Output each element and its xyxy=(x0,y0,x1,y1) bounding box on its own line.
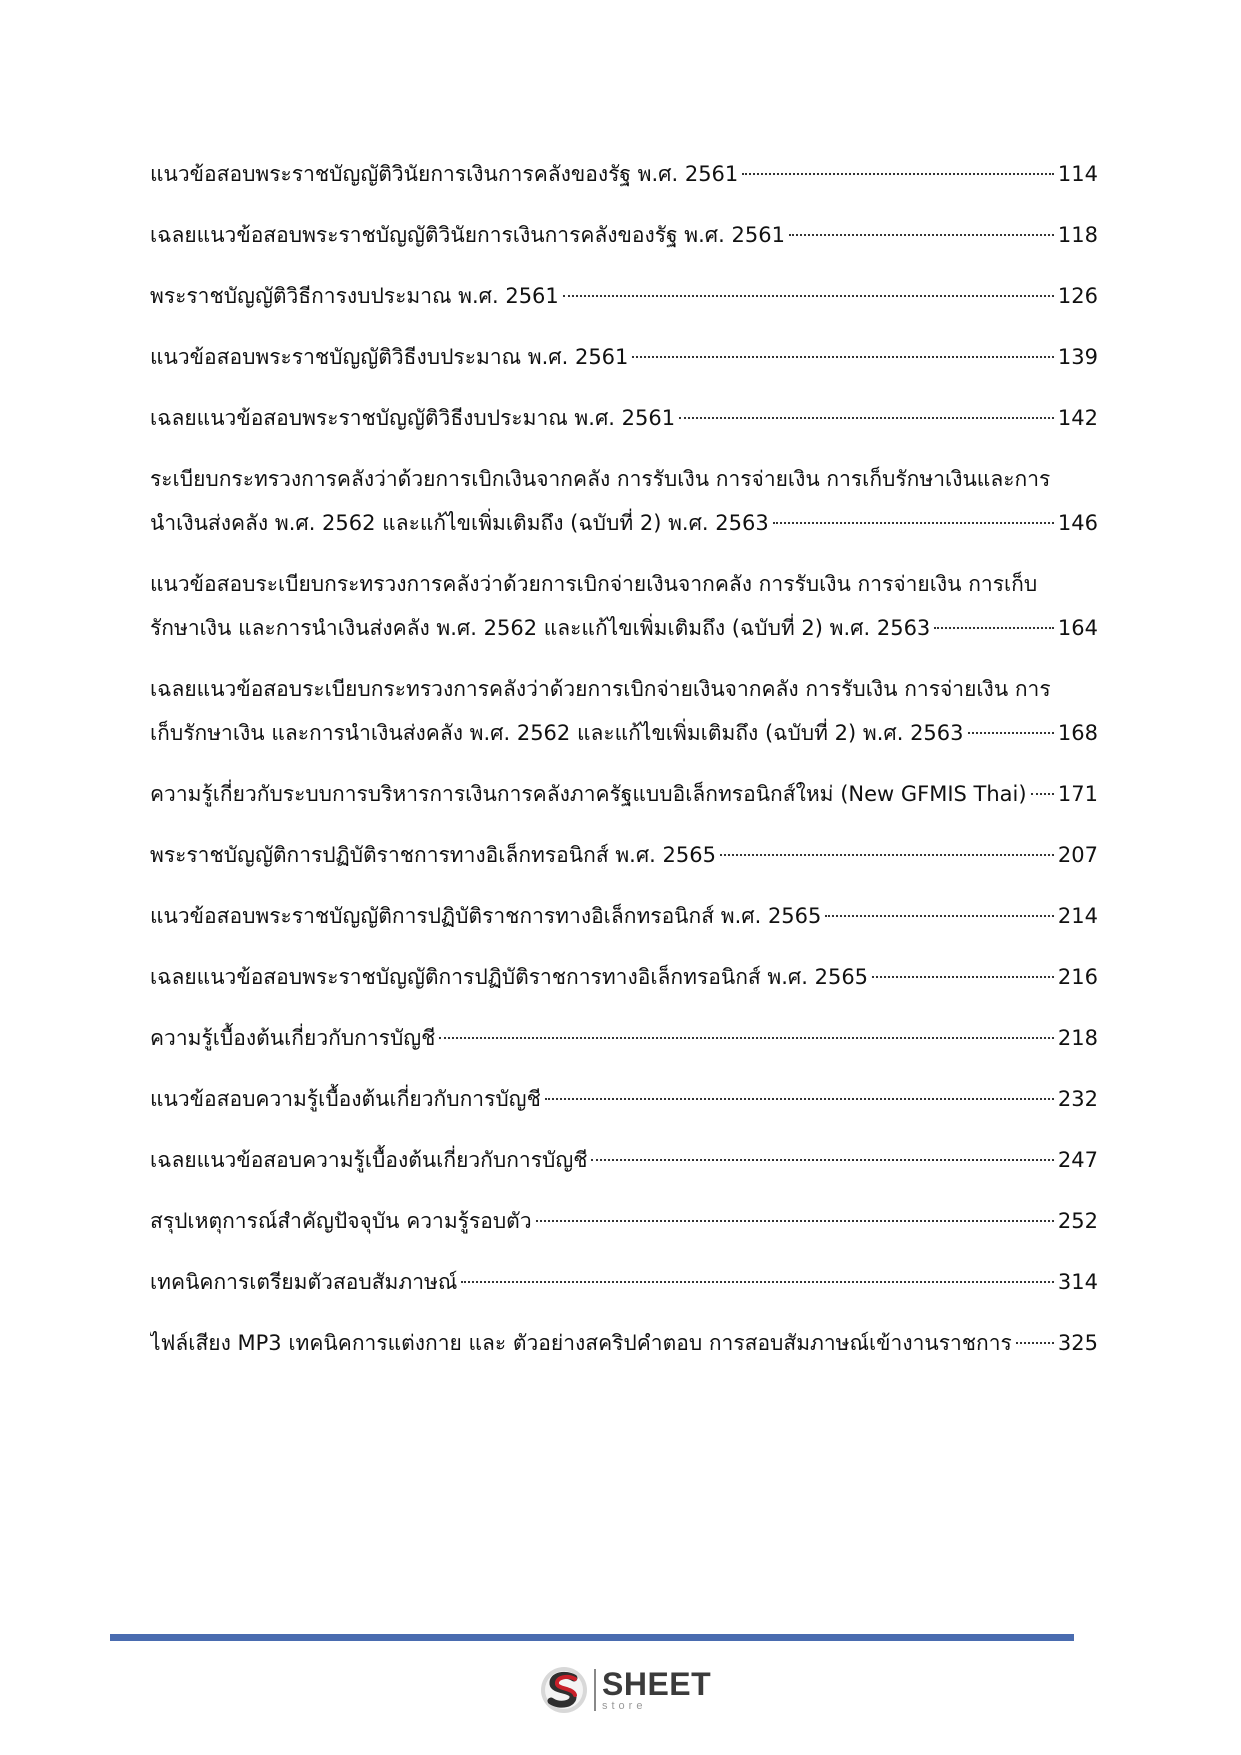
toc-entry-page-number: 207 xyxy=(1057,843,1098,867)
toc-entry-row xyxy=(150,894,1098,938)
toc-entry-leader-dots xyxy=(545,1098,1054,1100)
toc-entry-row xyxy=(150,274,1098,318)
toc-entry-page-number: 325 xyxy=(1057,1331,1098,1355)
toc-entry-leader-dots xyxy=(1016,1342,1054,1344)
toc-entry-row xyxy=(150,1138,1098,1182)
toc-entry-page-number: 232 xyxy=(1057,1087,1098,1111)
toc-entry-page-number: 314 xyxy=(1057,1270,1098,1294)
toc-entry-row xyxy=(150,335,1098,379)
toc-entry xyxy=(150,1077,1098,1121)
toc-entry-page-number: 139 xyxy=(1057,345,1098,369)
toc-entry-page-number: 142 xyxy=(1057,406,1098,430)
toc-entry xyxy=(150,457,1098,545)
toc-entry-title: เฉลยแนวข้อสอบพระราชบัญญัติวินัยการเงินการคลังของรัฐ พ.ศ. 2561 xyxy=(150,223,785,247)
toc-entry-title-line: แนวข้อสอบระเบียบกระทรวงการคลังว่าด้วยการเบิกจ่ายเงินจากคลัง การรับเงิน การจ่ายเงิน การเก็บ xyxy=(150,572,1038,596)
toc-entry-row xyxy=(150,711,1098,755)
toc-entry xyxy=(150,1016,1098,1060)
toc-entry-row xyxy=(150,152,1098,196)
toc-entry-leader-dots xyxy=(591,1159,1053,1161)
toc-entry-row xyxy=(150,606,1098,650)
toc-entry-title: ไฟล์เสียง MP3 เทคนิคการแต่งกาย และ ตัวอย่างสคริปคำตอบ การสอบสัมภาษณ์เข้างานราชการ xyxy=(150,1331,1012,1355)
toc-entry-page-number: 252 xyxy=(1057,1209,1098,1233)
toc-entry-row xyxy=(150,1016,1098,1060)
toc-entry-title: ความรู้เบื้องต้นเกี่ยวกับการบัญชี xyxy=(150,1026,436,1050)
toc-entry-title: ความรู้เกี่ยวกับระบบการบริหารการเงินการคลังภาครัฐแบบอิเล็กทรอนิกส์ใหม่ (New GFMIS Thai) xyxy=(150,782,1027,806)
toc-entry-leader-dots xyxy=(720,854,1054,856)
toc-entry-page-number: 247 xyxy=(1057,1148,1098,1172)
toc-entry-leader-dots xyxy=(632,356,1054,358)
toc-entry-page-number: 216 xyxy=(1057,965,1098,989)
toc-entry-page-number: 126 xyxy=(1057,284,1098,308)
sheet-store-logo xyxy=(538,1662,711,1718)
toc-entry-row xyxy=(150,1077,1098,1121)
toc-entry xyxy=(150,274,1098,318)
toc-entry-leader-dots xyxy=(773,522,1054,524)
toc-entry xyxy=(150,396,1098,440)
toc-entry-leader-dots xyxy=(825,915,1054,917)
toc-entry-leader-dots xyxy=(536,1220,1054,1222)
toc-entry xyxy=(150,894,1098,938)
toc-entry-row xyxy=(150,833,1098,877)
toc-entry-page-number: 114 xyxy=(1057,162,1098,186)
toc-entry-title-line: เฉลยแนวข้อสอบระเบียบกระทรวงการคลังว่าด้วยการเบิกจ่ายเงินจากคลัง การรับเงิน การจ่ายเงิน การ xyxy=(150,677,1051,701)
toc-entry-title: เทคนิคการเตรียมตัวสอบสัมภาษณ์ xyxy=(150,1270,458,1294)
toc-entry-row xyxy=(150,1199,1098,1243)
toc-entry xyxy=(150,833,1098,877)
toc-entry-leader-dots xyxy=(968,732,1054,734)
toc-entry-title: รักษาเงิน และการนำเงินส่งคลัง พ.ศ. 2562 และแก้ไขเพิ่มเติมถึง (ฉบับที่ 2) พ.ศ. 2563 xyxy=(150,616,931,640)
toc-entry xyxy=(150,562,1098,650)
toc-entry xyxy=(150,1321,1098,1365)
logo-divider xyxy=(594,1669,596,1711)
toc-entry-title: เฉลยแนวข้อสอบความรู้เบื้องต้นเกี่ยวกับการบัญชี xyxy=(150,1148,588,1172)
toc-entry-leader-dots xyxy=(461,1281,1054,1283)
toc-entry-row xyxy=(150,772,1098,816)
toc-entry-page-number: 171 xyxy=(1057,782,1098,806)
toc-entry-page-number: 214 xyxy=(1057,904,1098,928)
toc-entry-page-number: 168 xyxy=(1057,721,1098,745)
toc-entry-title: เก็บรักษาเงิน และการนำเงินส่งคลัง พ.ศ. 2562 และแก้ไขเพิ่มเติมถึง (ฉบับที่ 2) พ.ศ. 2563 xyxy=(150,721,964,745)
toc-entry-leader-dots xyxy=(789,234,1054,236)
toc-entry xyxy=(150,213,1098,257)
toc-entry-title: เฉลยแนวข้อสอบพระราชบัญญัติการปฏิบัติราชการทางอิเล็กทรอนิกส์ พ.ศ. 2565 xyxy=(150,965,869,989)
toc-entry-row xyxy=(150,1260,1098,1304)
toc-entry-leader-dots xyxy=(679,417,1054,419)
toc-entry-page-number: 146 xyxy=(1057,511,1098,535)
toc-entry-leader-dots xyxy=(742,173,1054,175)
toc-entry-title: สรุปเหตุการณ์สำคัญปัจจุบัน ความรู้รอบตัว xyxy=(150,1209,532,1233)
toc-entry-title: แนวข้อสอบพระราชบัญญัติวิธีงบประมาณ พ.ศ. 2561 xyxy=(150,345,629,369)
toc-entry-row xyxy=(150,396,1098,440)
toc-entry-leader-dots xyxy=(934,627,1054,629)
toc-entry-title: พระราชบัญญัติวิธีการงบประมาณ พ.ศ. 2561 xyxy=(150,284,559,308)
logo-sub-text: store xyxy=(602,1700,647,1712)
toc-entry-page-number: 218 xyxy=(1057,1026,1098,1050)
toc-entry-row xyxy=(150,213,1098,257)
toc-entry xyxy=(150,152,1098,196)
toc-entry-leader-dots xyxy=(439,1037,1053,1039)
toc-entry-title: นำเงินส่งคลัง พ.ศ. 2562 และแก้ไขเพิ่มเติมถึง (ฉบับที่ 2) พ.ศ. 2563 xyxy=(150,511,769,535)
toc-entry xyxy=(150,955,1098,999)
table-of-contents xyxy=(150,152,1098,1382)
toc-entry-row xyxy=(150,1321,1098,1365)
toc-entry-leader-dots xyxy=(872,976,1054,978)
toc-entry-title: พระราชบัญญัติการปฏิบัติราชการทางอิเล็กทรอนิกส์ พ.ศ. 2565 xyxy=(150,843,716,867)
toc-entry-leader-dots xyxy=(1031,793,1054,795)
toc-entry-row xyxy=(150,501,1098,545)
toc-entry-page-number: 118 xyxy=(1057,223,1098,247)
toc-entry-leader-dots xyxy=(563,295,1054,297)
toc-entry xyxy=(150,667,1098,755)
toc-entry-title: แนวข้อสอบพระราชบัญญัติการปฏิบัติราชการทางอิเล็กทรอนิกส์ พ.ศ. 2565 xyxy=(150,904,822,928)
footer-rule xyxy=(110,1634,1074,1641)
toc-entry xyxy=(150,335,1098,379)
toc-entry-title: เฉลยแนวข้อสอบพระราชบัญญัติวิธีงบประมาณ พ.ศ. 2561 xyxy=(150,406,676,430)
toc-entry-row xyxy=(150,955,1098,999)
logo-brand-text: SHEET xyxy=(602,1666,712,1702)
toc-entry-title: แนวข้อสอบความรู้เบื้องต้นเกี่ยวกับการบัญชี xyxy=(150,1087,541,1111)
toc-entry-page-number: 164 xyxy=(1057,616,1098,640)
toc-entry xyxy=(150,1260,1098,1304)
toc-entry xyxy=(150,1199,1098,1243)
toc-entry-title-line: ระเบียบกระทรวงการคลังว่าด้วยการเบิกเงินจากคลัง การรับเงิน การจ่ายเงิน การเก็บรักษาเงินและการ xyxy=(150,467,1051,491)
toc-entry-title: แนวข้อสอบพระราชบัญญัติวินัยการเงินการคลังของรัฐ พ.ศ. 2561 xyxy=(150,162,739,186)
sheet-store-logo-icon xyxy=(538,1664,590,1716)
toc-entry xyxy=(150,772,1098,816)
toc-entry xyxy=(150,1138,1098,1182)
